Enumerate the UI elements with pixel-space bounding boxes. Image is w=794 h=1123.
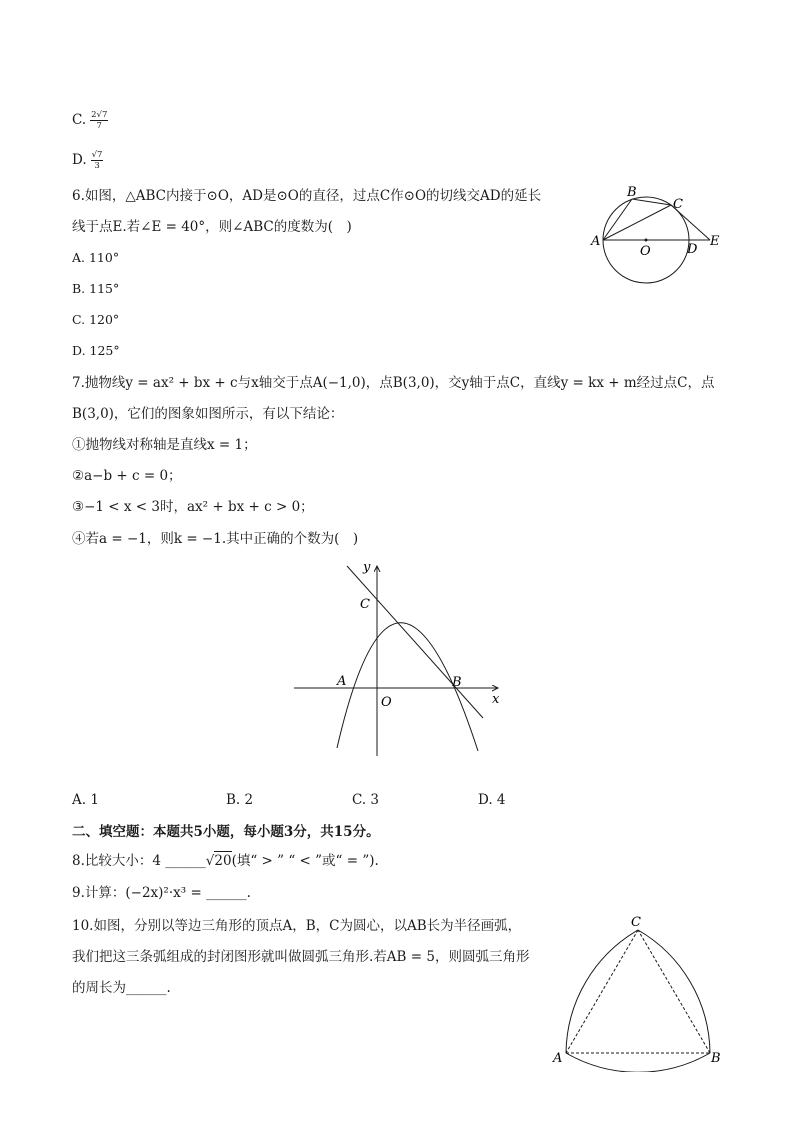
q6-label-d: D [687,242,698,257]
q10-label-a: A [553,1051,563,1066]
q7-stem-line1: 7.抛物线y = ax² + bx + c与x轴交于点A(−1,0)，点B(3,0)，交y轴于点C，直线y = kx + m经过点C，点 [72,375,715,391]
q6-label-o: O [640,244,651,259]
q10-arc-triangle-figure [550,912,730,1072]
q7-statement-4: ④若a = −1，则k = −1.其中正确的个数为( ) [72,531,359,547]
q8-prefix: 8.比较大小：4 [72,853,161,869]
q8-suffix: (填“ > ” “ < ”或“ = ”). [231,853,379,869]
q5-option-c-numerator: 2√7 [91,110,108,120]
q10-side-ca [566,930,638,1053]
q7-label-o: O [381,695,392,710]
q10-stem-line1: 10.如图，分别以等边三角形的顶点A，B，C为圆心，以AB长为半径画弧， [72,918,522,934]
q7-option-d: D. 4 [478,792,506,808]
q5-option-d-denominator: 3 [94,161,100,171]
q10-blank: ______ [126,980,167,996]
q8-line [72,852,379,870]
q10-label-b: B [711,1051,721,1066]
q9-suffix: . [246,885,251,901]
q5-option-d-fraction [91,150,104,171]
q7-line-cb [347,566,483,718]
q9-prefix: 9.计算：(−2x)²·x³ = [72,885,207,901]
q7-option-a: A. 1 [72,792,99,808]
q5-option-c-denominator: 7 [96,121,102,131]
q8-radical: √20 [205,853,232,869]
q7-graph-figure [290,558,510,758]
q7-label-b: B [452,675,462,690]
q6-option-b: B. 115° [72,281,120,296]
q9-line [72,884,251,902]
q6-chord-ac [603,205,671,240]
q7-label-a: A [337,674,347,689]
section-2-heading: 二、填空题：本题共5小题，每小题3分，共15分。 [72,824,380,840]
q7-label-c: C [360,597,370,612]
q6-circle-figure [586,183,726,288]
q6-label-a: A [591,234,601,249]
q6-center-point [645,239,648,242]
q7-option-c: C. 3 [352,792,380,808]
q5-option-c [72,110,108,131]
q9-blank: ______ [206,885,247,901]
q7-label-x: x [492,692,500,707]
q5-option-d-prefix: D. [72,152,87,168]
q6-label-c: C [673,197,683,212]
q6-option-d: D. 125° [72,343,120,358]
q7-statement-1: ①抛物线对称轴是直线x = 1； [72,437,257,453]
q7-stem-line2: B(3,0)，它们的图象如图所示，有以下结论： [72,406,344,422]
q5-option-d [72,150,103,171]
q10-side-bc [638,930,710,1053]
q10-line3-suffix: . [166,980,171,996]
q5-option-c-fraction [90,110,108,131]
q10-stem-line2: 我们把这三条弧组成的封闭图形就叫做圆弧三角形.若AB = 5，则圆弧三角形 [72,949,530,965]
q10-label-c: C [631,915,641,930]
q6-label-e: E [710,234,720,249]
q7-statement-3: ③−1 < x < 3时，ax² + bx + c > 0； [72,499,314,515]
q6-stem-line2: 线于点E.若∠E = 40°，则∠ABC的度数为( ) [72,219,352,235]
q6-label-b: B [627,185,637,200]
q10-arc-ab [566,1053,710,1072]
q5-option-c-prefix: C. [72,112,87,128]
q6-chord-ab [603,199,632,240]
q10-stem-line3 [72,979,171,997]
q7-label-y: y [363,560,371,575]
q8-blank: ______ [165,853,206,869]
q6-option-a: A. 110° [72,250,120,265]
q8-radicand: 20 [214,853,232,869]
q7-statement-2: ②a−b + c = 0； [72,468,182,484]
q6-stem-line1: 6.如图，△ABC内接于⊙O，AD是⊙O的直径，过点C作⊙O的切线交AD的延长 [72,188,542,204]
q5-option-d-numerator: √7 [91,150,103,160]
q10-line3-prefix: 的周长为 [72,980,126,996]
q6-option-c: C. 120° [72,312,120,327]
q7-option-b: B. 2 [226,792,254,808]
